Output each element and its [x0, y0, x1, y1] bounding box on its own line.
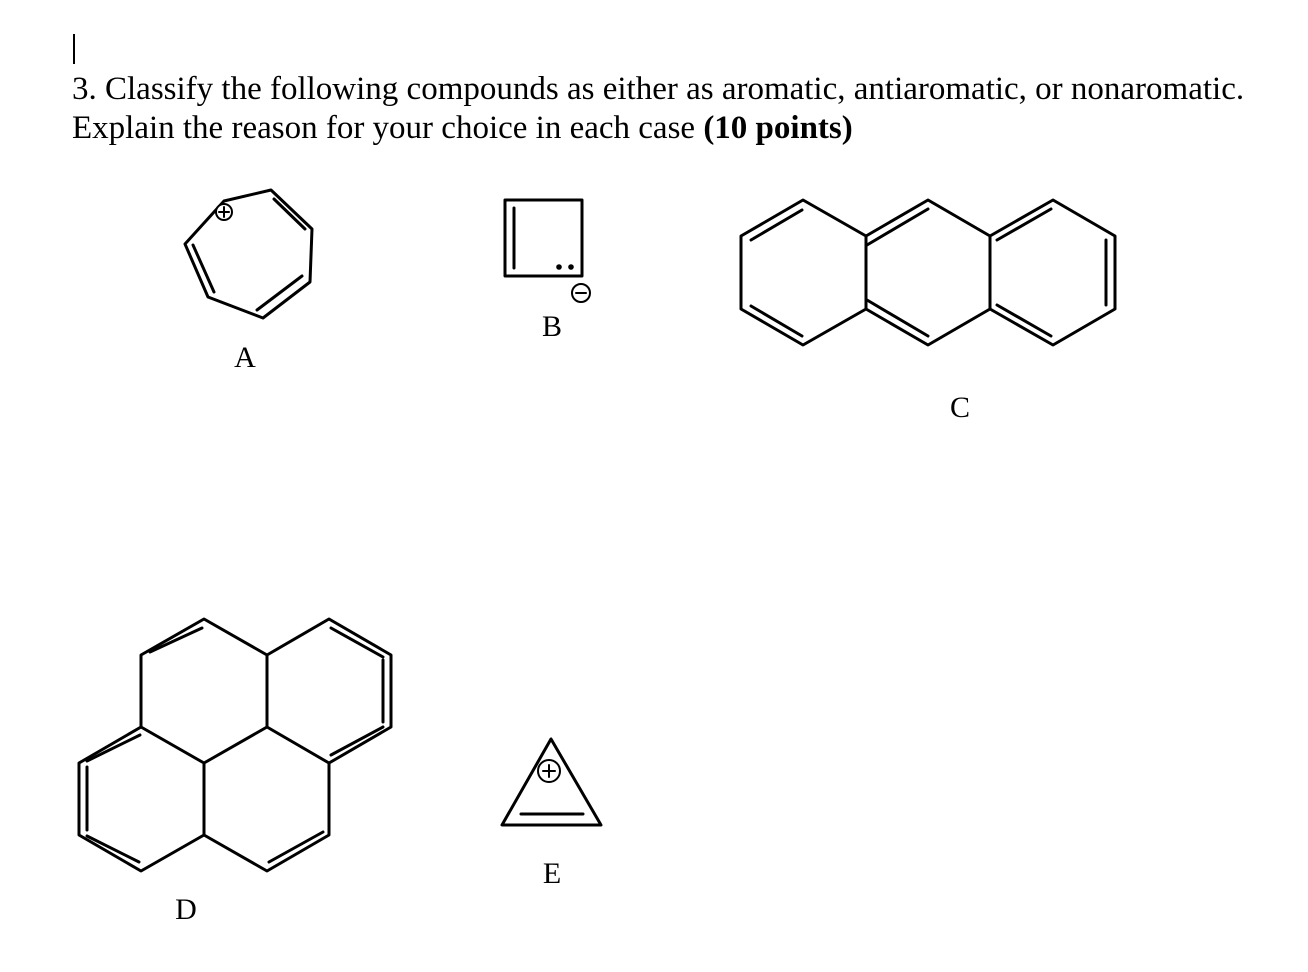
question-line-1: 3. Classify the following compounds as either as aromatic, antiaromatic, or nonaromatic. — [72, 71, 1245, 107]
compound-a-label: A — [234, 341, 256, 374]
compound-b-label: B — [541, 310, 563, 343]
compound-c-label: C — [949, 391, 971, 424]
compound-e-label: E — [542, 857, 562, 890]
question-points: (10 points) — [703, 110, 853, 146]
compound-d-label: D — [175, 893, 197, 926]
question-line-2-text: Explain the reason for your choice in each case — [72, 110, 704, 146]
